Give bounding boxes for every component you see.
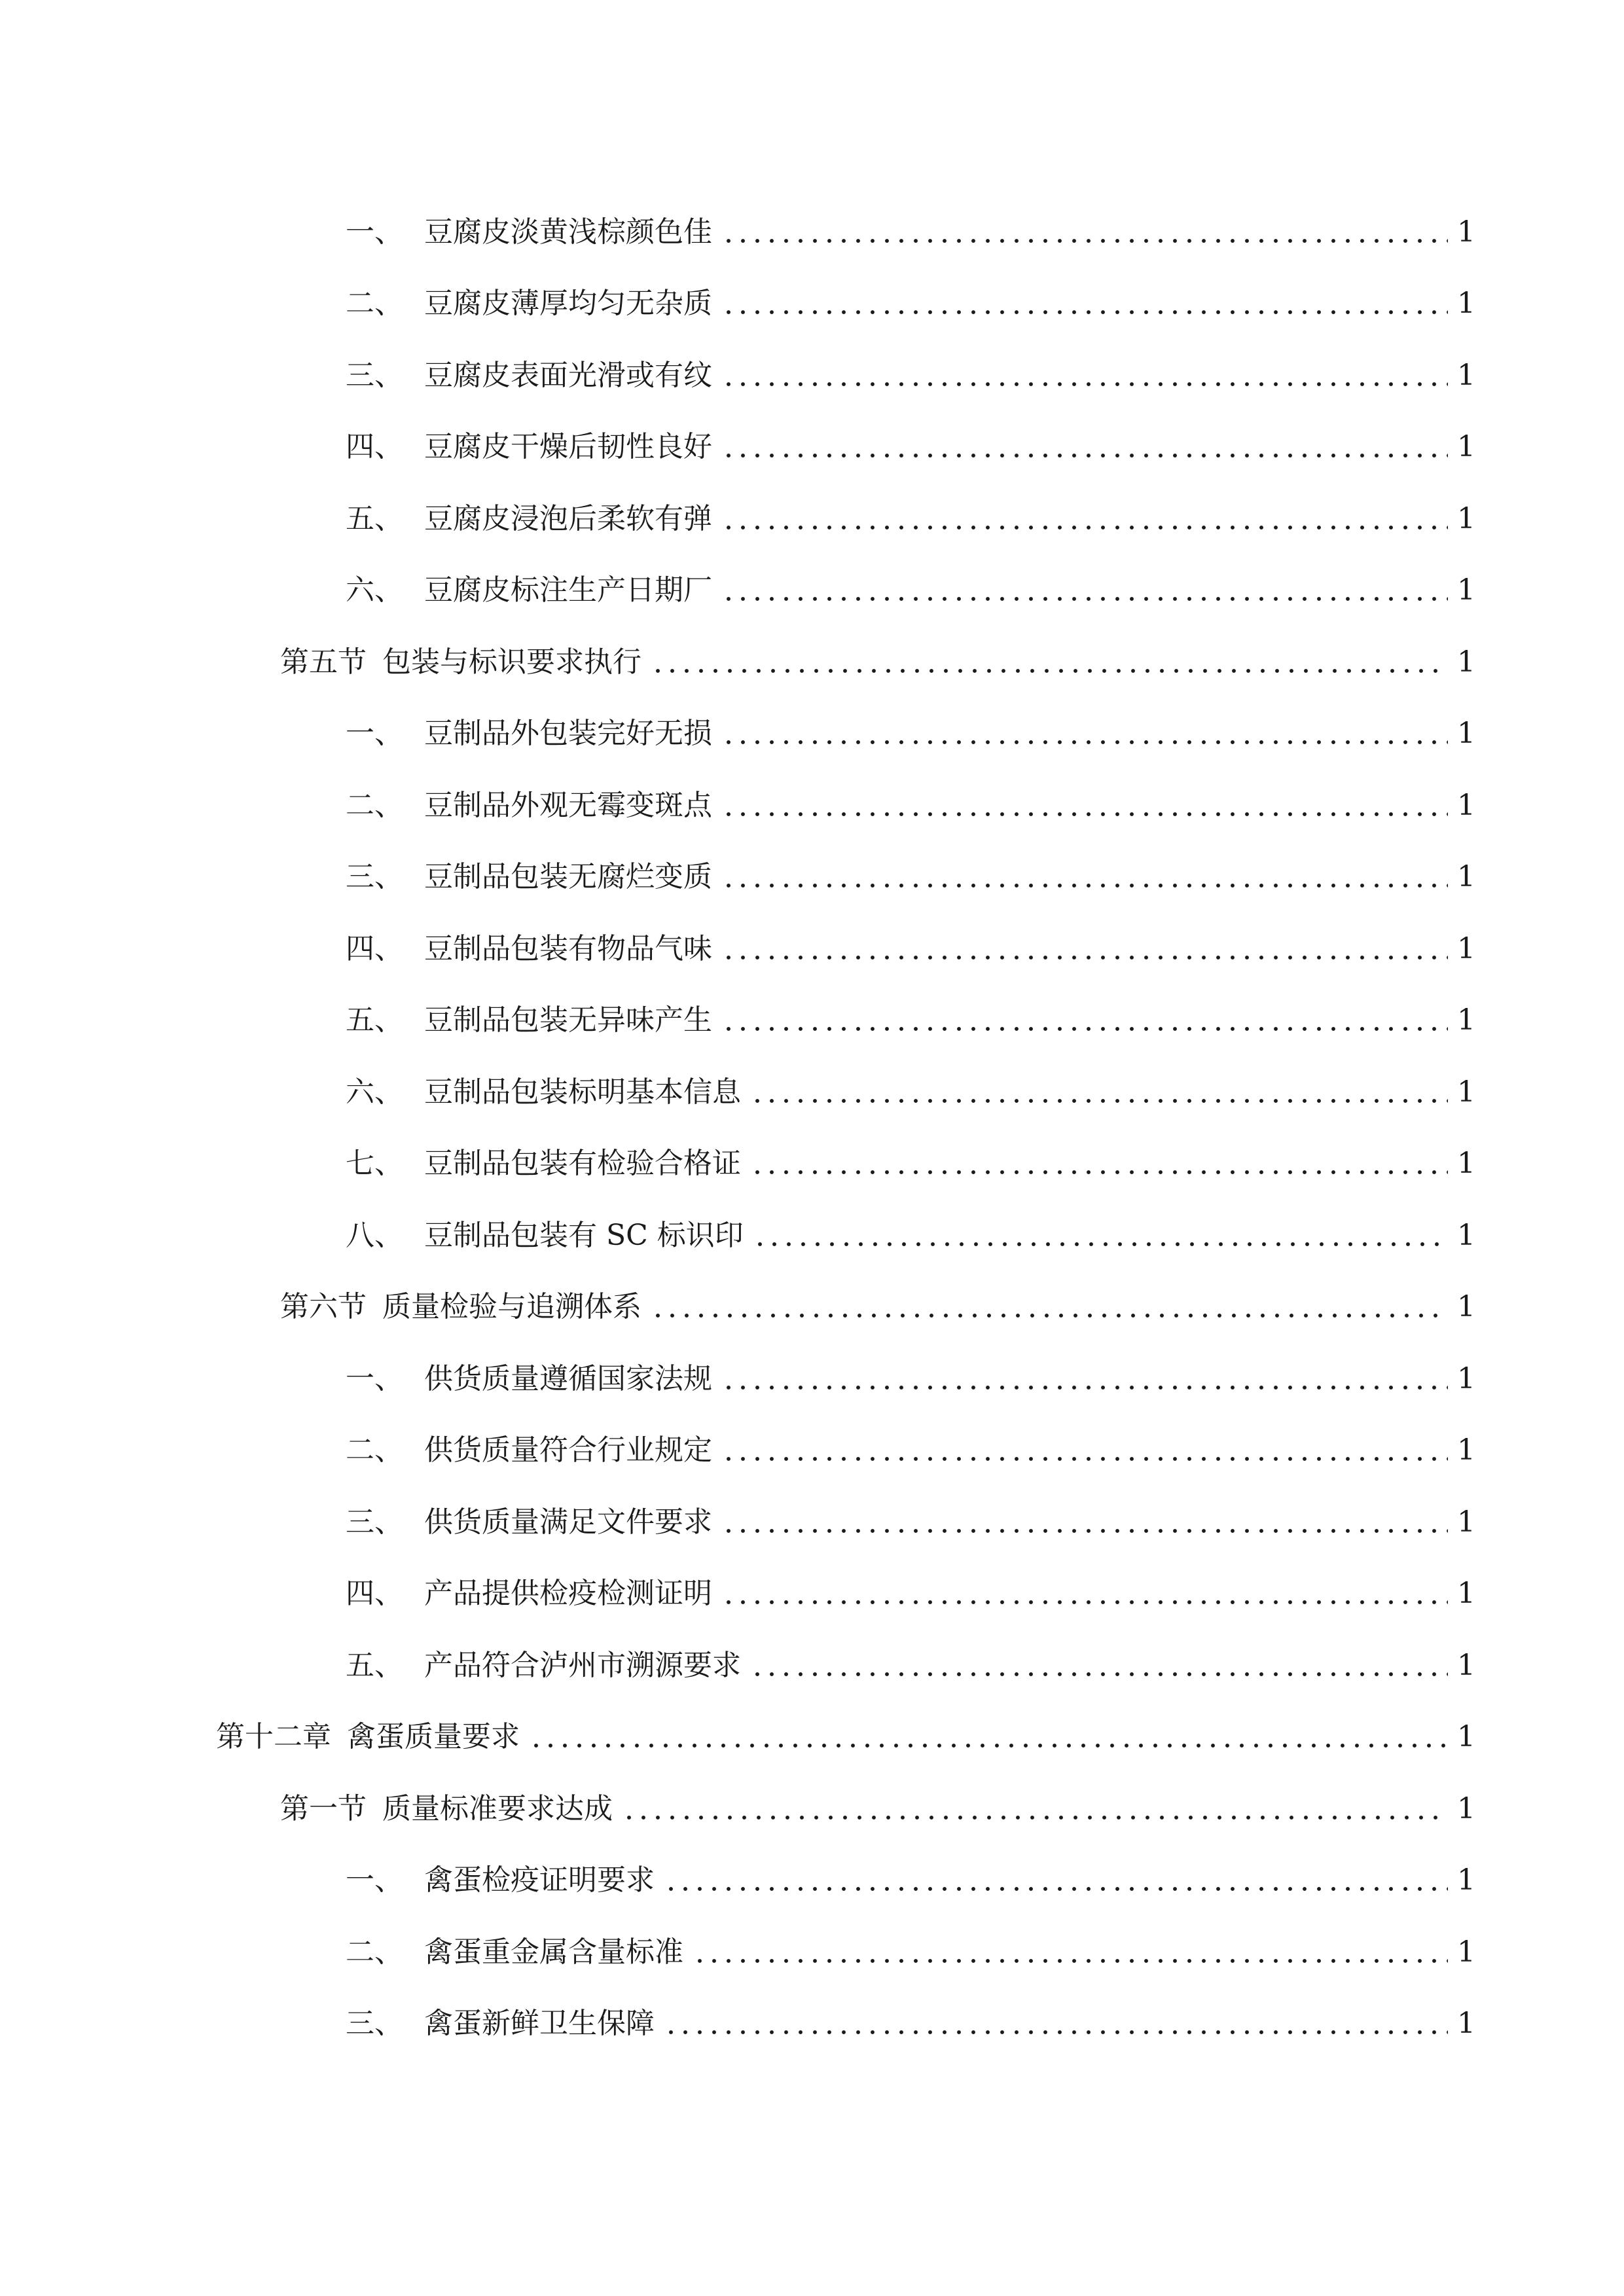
toc-dot-leader: [719, 427, 1448, 467]
toc-entry-title: 豆制品包装标明基本信息: [424, 1075, 741, 1109]
toc-entry-number: 第五节: [280, 645, 367, 679]
toc-entry-page-number: 1: [1457, 287, 1475, 321]
toc-entry[interactable]: [0, 1415, 1624, 1487]
toc-entry[interactable]: [0, 1056, 1624, 1128]
toc-dot-leader: [719, 786, 1448, 825]
toc-entry-number: 三、: [346, 2007, 403, 2041]
toc-entry-page-number: 1: [1457, 1433, 1475, 1467]
toc-entry-title: 禽蛋新鲜卫生保障: [424, 2007, 655, 2041]
toc-entry[interactable]: [0, 196, 1624, 268]
toc-entry[interactable]: [0, 1630, 1624, 1702]
toc-entry-number: 第一节: [280, 1791, 367, 1825]
toc-entry-number: 八、: [346, 1218, 403, 1252]
toc-entry-number: 三、: [346, 860, 403, 894]
toc-entry-number: 四、: [346, 931, 403, 965]
toc-entry-page-number: 1: [1457, 1720, 1475, 1754]
toc-entry-page-number: 1: [1457, 1075, 1475, 1109]
toc-entry[interactable]: [0, 1845, 1624, 1917]
toc-dot-leader: [719, 929, 1448, 969]
toc-entry-title: 豆制品包装有物品气味: [424, 931, 712, 965]
toc-entry-page-number: 1: [1457, 1290, 1475, 1324]
toc-entry[interactable]: [0, 1773, 1624, 1845]
toc-entry-page-number: 1: [1457, 1791, 1475, 1825]
toc-entry-number: 一、: [346, 717, 403, 751]
toc-entry[interactable]: [0, 483, 1624, 555]
toc-dot-leader: [648, 643, 1448, 682]
toc-entry-title: 豆腐皮浸泡后柔软有弹: [424, 501, 712, 535]
toc-entry-number: 二、: [346, 1433, 403, 1467]
toc-dot-leader: [719, 1431, 1448, 1470]
toc-entry-number: 二、: [346, 788, 403, 822]
toc-dot-leader: [719, 213, 1448, 252]
toc-dot-leader: [719, 714, 1448, 753]
toc-entry-page-number: 1: [1457, 1935, 1475, 1969]
toc-entry-title: 禽蛋重金属含量标准: [424, 1935, 683, 1969]
toc-dot-leader: [719, 1359, 1448, 1399]
toc-dot-leader: [619, 1789, 1448, 1829]
toc-dot-leader: [750, 1216, 1448, 1255]
toc-entry-number: 三、: [346, 1505, 403, 1539]
toc-dot-leader: [661, 2004, 1448, 2043]
toc-entry[interactable]: [0, 268, 1624, 340]
toc-dot-leader: [719, 571, 1448, 610]
toc-entry-title: 豆腐皮标注生产日期厂: [424, 573, 712, 607]
toc-dot-leader: [719, 1503, 1448, 1542]
toc-entry-number: 七、: [346, 1147, 403, 1181]
toc-entry[interactable]: [0, 985, 1624, 1057]
toc-entry[interactable]: [0, 913, 1624, 985]
toc-entry-number: 六、: [346, 573, 403, 607]
toc-dot-leader: [661, 1861, 1448, 1900]
toc-entry-title: 禽蛋检疫证明要求: [424, 1863, 655, 1897]
toc-entry-title: 豆腐皮薄厚均匀无杂质: [424, 287, 712, 321]
toc-entry-title: 豆腐皮表面光滑或有纹: [424, 358, 712, 392]
toc-entry-page-number: 1: [1457, 788, 1475, 822]
toc-entry-title: 豆制品包装无异味产生: [424, 1003, 712, 1037]
toc-entry-number: 五、: [346, 501, 403, 535]
toc-entry-page-number: 1: [1457, 358, 1475, 392]
toc-entry[interactable]: [0, 340, 1624, 412]
toc-entry-number: 二、: [346, 287, 403, 321]
toc-entry-title: 豆腐皮干燥后韧性良好: [424, 430, 712, 464]
toc-entry[interactable]: [0, 1200, 1624, 1272]
toc-entry[interactable]: [0, 1702, 1624, 1774]
toc-entry-number: 一、: [346, 215, 403, 249]
toc-entry-number: 四、: [346, 1577, 403, 1611]
toc-entry-page-number: 1: [1457, 931, 1475, 965]
toc-entry-page-number: 1: [1457, 860, 1475, 894]
toc-entry-title: 包装与标识要求执行: [382, 645, 641, 679]
toc-entry-number: 一、: [346, 1361, 403, 1395]
toc-entry[interactable]: [0, 626, 1624, 698]
toc-entry-page-number: 1: [1457, 1147, 1475, 1181]
toc-dot-leader: [748, 1144, 1448, 1183]
toc-entry-page-number: 1: [1457, 1003, 1475, 1037]
toc-entry-page-number: 1: [1457, 1648, 1475, 1682]
toc-dot-leader: [719, 857, 1448, 897]
toc-entry-page-number: 1: [1457, 1218, 1475, 1252]
toc-entry-page-number: 1: [1457, 430, 1475, 464]
table-of-contents: [0, 196, 1624, 2060]
toc-entry-page-number: 1: [1457, 717, 1475, 751]
toc-entry[interactable]: [0, 1486, 1624, 1558]
toc-entry-page-number: 1: [1457, 215, 1475, 249]
toc-entry[interactable]: [0, 1558, 1624, 1630]
toc-entry-page-number: 1: [1457, 645, 1475, 679]
toc-entry-number: 五、: [346, 1003, 403, 1037]
toc-entry-title: 供货质量符合行业规定: [424, 1433, 712, 1467]
toc-entry-title: 豆制品包装有检验合格证: [424, 1147, 741, 1181]
toc-entry-number: 第六节: [280, 1290, 367, 1324]
toc-entry-title: 产品提供检疫检测证明: [424, 1577, 712, 1611]
toc-entry-title: 豆制品外包装完好无损: [424, 717, 712, 751]
toc-entry-number: 一、: [346, 1863, 403, 1897]
toc-entry-number: 第十二章: [216, 1720, 331, 1754]
toc-entry-page-number: 1: [1457, 1863, 1475, 1897]
toc-entry[interactable]: [0, 1272, 1624, 1344]
toc-entry-page-number: 1: [1457, 573, 1475, 607]
toc-entry-page-number: 1: [1457, 1505, 1475, 1539]
toc-entry[interactable]: [0, 412, 1624, 484]
toc-entry-number: 二、: [346, 1935, 403, 1969]
toc-entry[interactable]: [0, 555, 1624, 627]
toc-dot-leader: [719, 1001, 1448, 1040]
toc-dot-leader: [648, 1287, 1448, 1327]
toc-entry-number: 四、: [346, 430, 403, 464]
toc-entry-title: 豆制品外观无霉变斑点: [424, 788, 712, 822]
toc-dot-leader: [719, 284, 1448, 323]
toc-dot-leader: [748, 1646, 1448, 1685]
toc-entry[interactable]: [0, 842, 1624, 914]
toc-dot-leader: [690, 1933, 1448, 1972]
toc-entry[interactable]: [0, 1343, 1624, 1415]
toc-dot-leader: [719, 1574, 1448, 1613]
toc-entry-title: 产品符合泸州市溯源要求: [424, 1648, 741, 1682]
toc-dot-leader: [526, 1717, 1448, 1757]
toc-entry[interactable]: [0, 1916, 1624, 1988]
toc-entry-title: 质量检验与追溯体系: [382, 1290, 641, 1324]
toc-entry-title: 质量标准要求达成: [382, 1791, 613, 1825]
toc-entry-number: 五、: [346, 1648, 403, 1682]
toc-entry-title: 豆制品包装无腐烂变质: [424, 860, 712, 894]
toc-entry-title: 禽蛋质量要求: [347, 1720, 520, 1754]
toc-dot-leader: [719, 499, 1448, 539]
toc-entry-page-number: 1: [1457, 2007, 1475, 2041]
toc-dot-leader: [719, 356, 1448, 395]
toc-entry-number: 三、: [346, 358, 403, 392]
toc-entry-number: 六、: [346, 1075, 403, 1109]
toc-entry-title: 豆腐皮淡黄浅棕颜色佳: [424, 215, 712, 249]
toc-dot-leader: [748, 1073, 1448, 1112]
toc-entry-title: 豆制品包装有 SC 标识印: [424, 1218, 744, 1252]
toc-entry-page-number: 1: [1457, 1361, 1475, 1395]
toc-entry[interactable]: [0, 698, 1624, 770]
toc-entry[interactable]: [0, 1128, 1624, 1200]
toc-entry-title: 供货质量遵循国家法规: [424, 1361, 712, 1395]
toc-entry-page-number: 1: [1457, 1577, 1475, 1611]
toc-entry-page-number: 1: [1457, 501, 1475, 535]
toc-entry[interactable]: [0, 1988, 1624, 2060]
toc-entry-title: 供货质量满足文件要求: [424, 1505, 712, 1539]
toc-entry[interactable]: [0, 770, 1624, 842]
